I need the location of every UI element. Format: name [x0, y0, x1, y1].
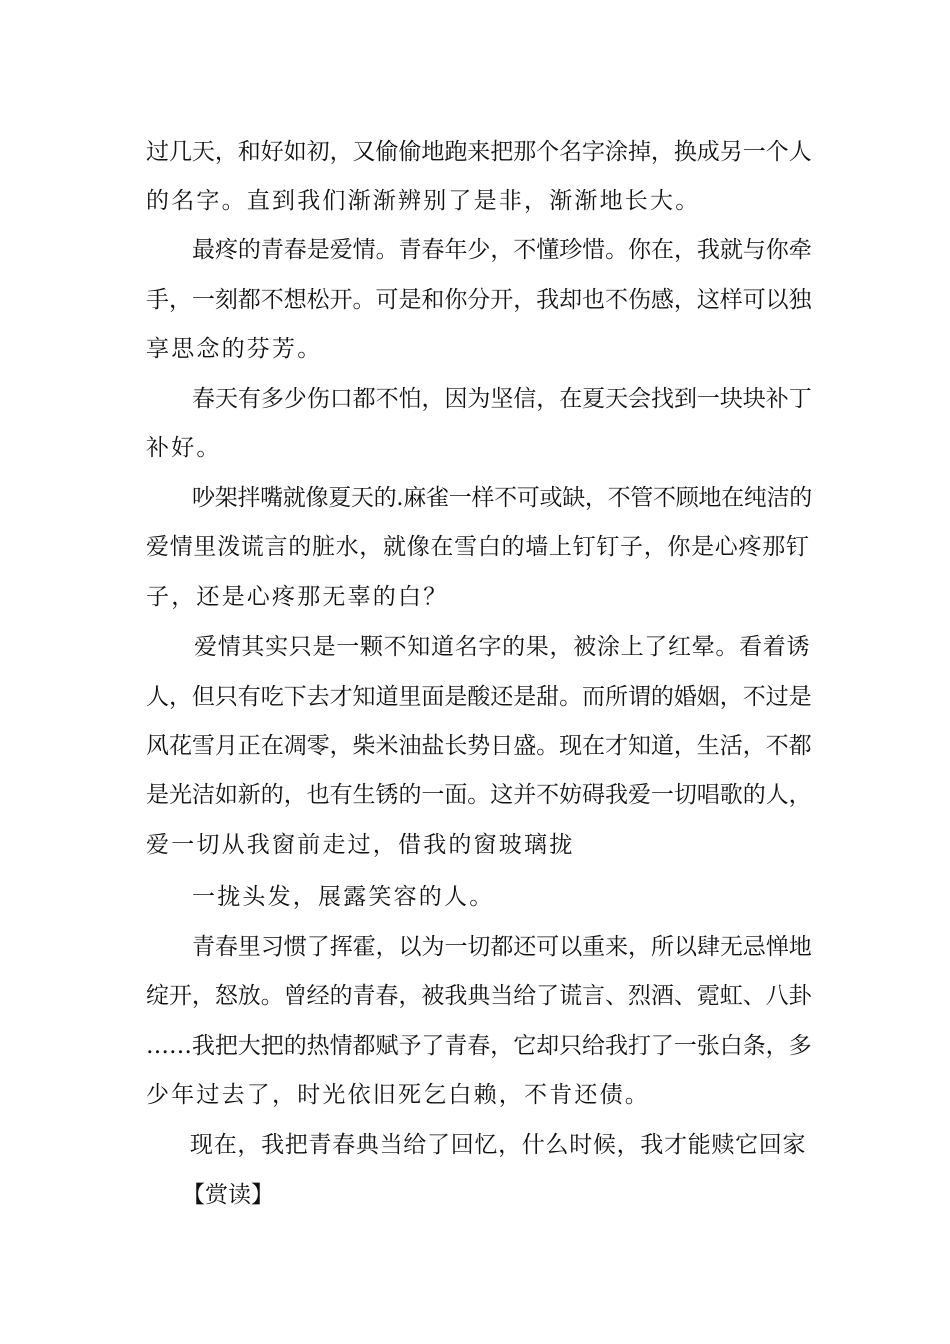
text-line: 现在，我把青春典当给了回忆，什么时候，我才能赎它回家: [190, 1132, 807, 1158]
section-heading: 【赏读】: [182, 1182, 274, 1208]
text-line: 爱情其实只是一颗不知道名字的果，被涂上了红晕。看着诱: [194, 634, 811, 660]
text-line: 一拢头发，展露笑容的人。: [192, 884, 495, 910]
text-line: 子，还是心疼那无辜的白？: [146, 584, 449, 610]
text-line: 春天有多少伤口都不怕，因为坚信，在夏天会找到一块块补丁: [192, 386, 812, 412]
text-line: 人，但只有吃下去才知道里面是酸还是甜。而所谓的婚姻，不过是: [146, 684, 812, 710]
text-line: 手，一刻都不想松开。可是和你分开，我却也不伤感，这样可以独: [146, 287, 812, 313]
text-line: 绽开，怒放。曾经的青春，被我典当给了谎言、烈酒、霓虹、八卦: [146, 983, 812, 1009]
text-line: 青春里习惯了挥霍，以为一切都还可以重来，所以肆无忌惮地: [192, 934, 812, 960]
text-line: 爱一切从我窗前走过，借我的窗玻璃拢: [146, 832, 575, 858]
text-line: ……我把大把的热情都赋予了青春，它却只给我打了一张白条，多: [146, 1033, 812, 1059]
text-line: 是光洁如新的，也有生锈的一面。这并不妨碍我爱一切唱歌的人，: [146, 782, 812, 808]
text-line: 享思念的芬芳。: [146, 336, 323, 362]
text-line: 过几天，和好如初，又偷偷地跑来把那个名字涂掉，换成另一个人: [146, 139, 812, 165]
text-line: 的名字。直到我们渐渐辨别了是非，渐渐地长大。: [146, 188, 701, 214]
text-line: 少年过去了，时光依旧死乞白赖，不肯还债。: [146, 1082, 650, 1108]
text-line: 补好。: [146, 435, 222, 461]
text-line: 最疼的青春是爱情。青春年少，不懂珍惜。你在，我就与你牵: [192, 237, 812, 263]
text-line: 爱情里泼谎言的脏水，就像在雪白的墙上钉钉子，你是心疼那钉: [146, 534, 810, 560]
text-line: 吵架拌嘴就像夏天的.麻雀一样不可或缺，不管不顾地在纯洁的: [192, 485, 812, 511]
text-line: 风花雪月正在凋零，柴米油盐长势日盛。现在才知道，生活，不都: [146, 733, 812, 759]
